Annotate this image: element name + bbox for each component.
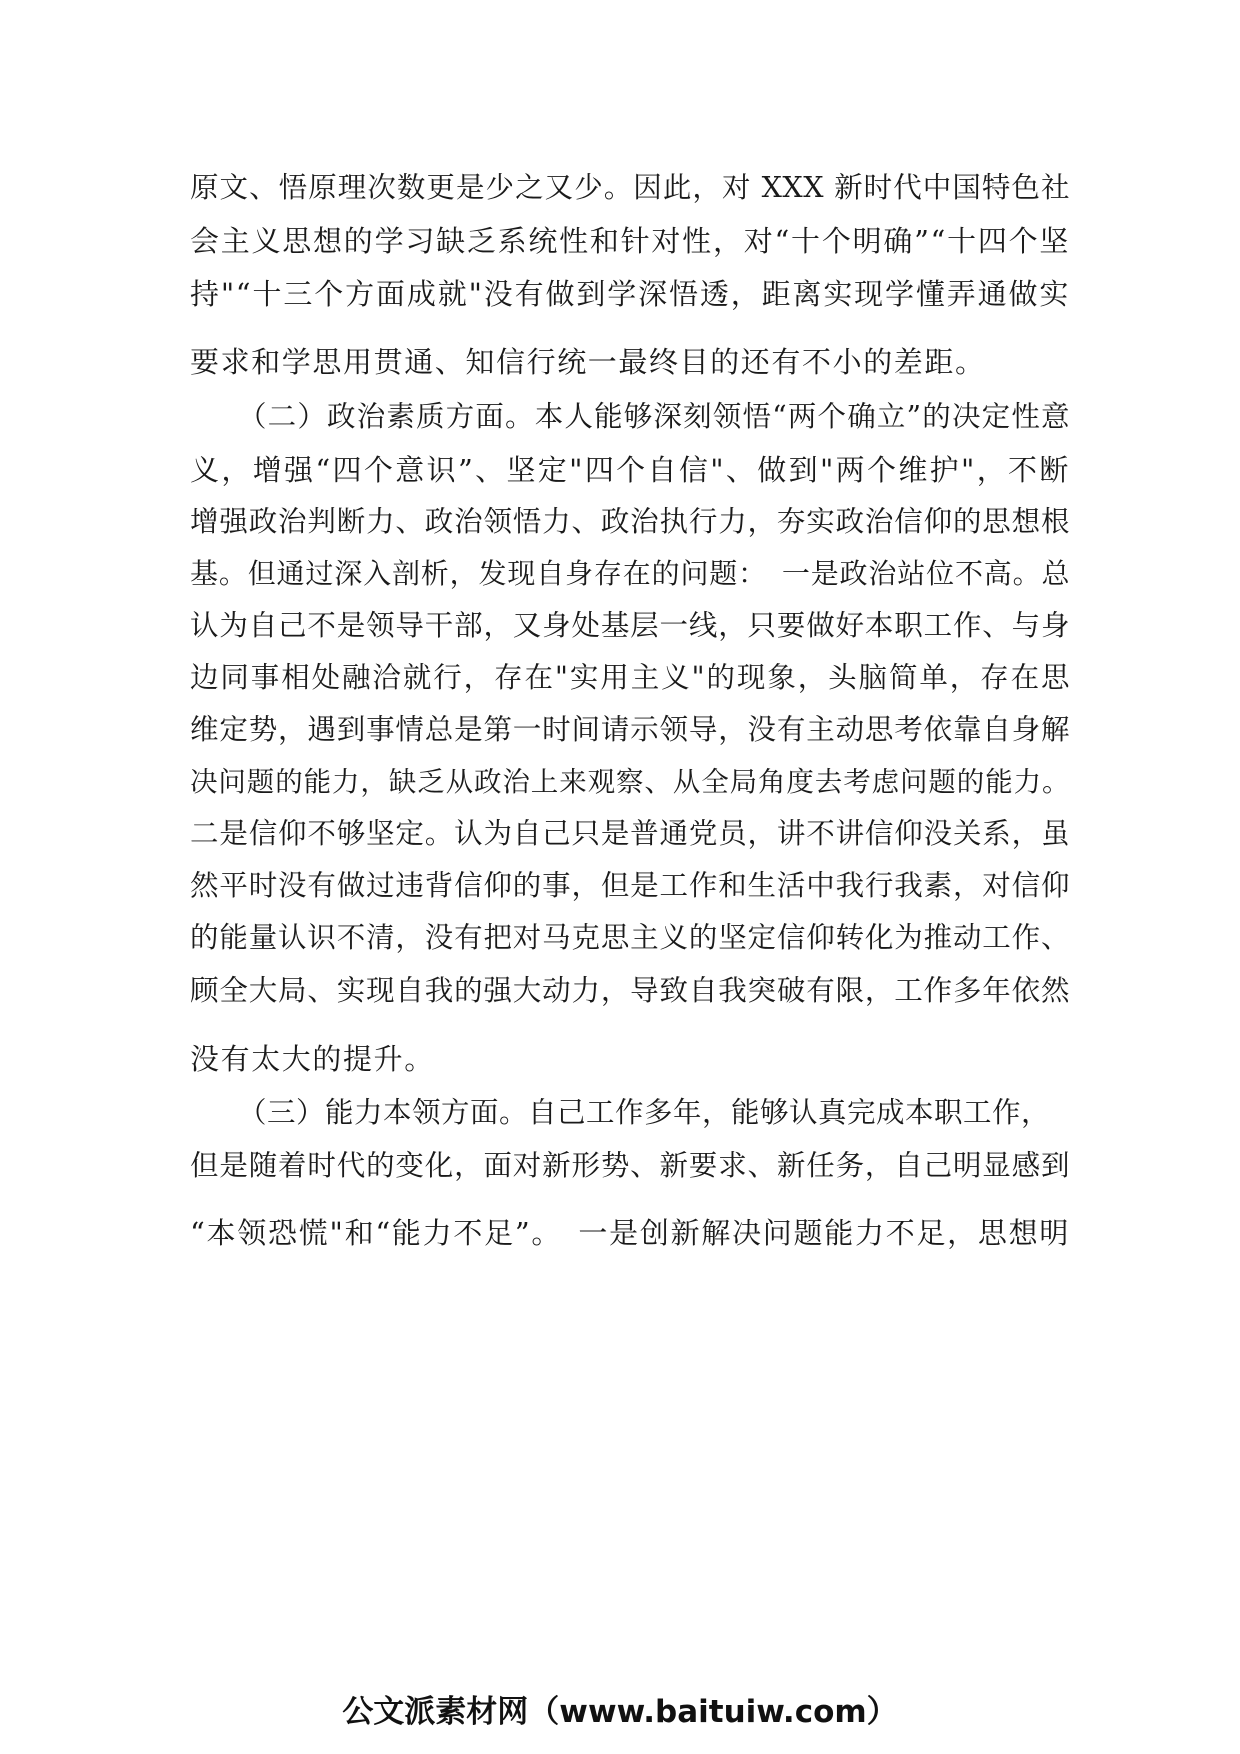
text-line: （二）政治素质方面。本人能够深刻领悟“两个确立”的决定性意	[238, 400, 1070, 433]
text-line: 决问题的能力，缺乏从政治上来观察、从全局角度去考虑问题的能力。	[190, 766, 1070, 798]
text-line: “本领恐慌"和“能力不足”。 一是创新解决问题能力不足，思想明	[190, 1216, 1070, 1250]
text-line: 然平时没有做过违背信仰的事，但是工作和生活中我行我素，对信仰	[190, 869, 1070, 902]
text-line: 认为自己不是领导干部，又身处基层一线，只要做好本职工作、与身	[190, 609, 1070, 642]
text-line: 基。但通过深入剖析，发现自身存在的问题： 一是政治站位不高。总	[190, 557, 1070, 590]
text-line: 要求和学思用贯通、知信行统一最终目的还有不小的差距。	[190, 345, 986, 379]
text-line: 但是随着时代的变化，面对新形势、新要求、新任务，自己明显感到	[190, 1149, 1070, 1182]
text-line: 持"“十三个方面成就"没有做到学深悟透，距离实现学懂弄通做实	[190, 277, 1070, 311]
text-line: 的能量认识不清，没有把对马克思主义的坚定信仰转化为推动工作、	[190, 921, 1070, 954]
text-line: 没有太大的提升。	[190, 1042, 435, 1076]
text-line: 义，增强“四个意识”、坚定"四个自信"、做到"两个维护"，不断	[190, 453, 1070, 487]
text-line: 原文、悟原理次数更是少之又少。因此，对 XXX 新时代中国特色社	[190, 171, 1070, 204]
text-line: 二是信仰不够坚定。认为自己只是普通党员，讲不讲信仰没关系，虽	[190, 817, 1070, 850]
text-line: 维定势，遇到事情总是第一时间请示领导，没有主动思考依靠自身解	[190, 713, 1070, 746]
footer-watermark: 公文派素材网（www.baituiw.com）	[342, 1694, 898, 1730]
text-line: 顾全大局、实现自我的强大动力，导致自我突破有限，工作多年依然	[190, 974, 1070, 1007]
text-line: 边同事相处融洽就行，存在"实用主义"的现象，头脑简单，存在思	[190, 661, 1070, 694]
text-line: 会主义思想的学习缺乏系统性和针对性，对“十个明确”“十四个坚	[190, 224, 1070, 258]
text-line: 增强政治判断力、政治领悟力、政治执行力，夯实政治信仰的思想根	[190, 505, 1070, 538]
text-line: （三）能力本领方面。自己工作多年，能够认真完成本职工作，	[238, 1096, 1051, 1129]
